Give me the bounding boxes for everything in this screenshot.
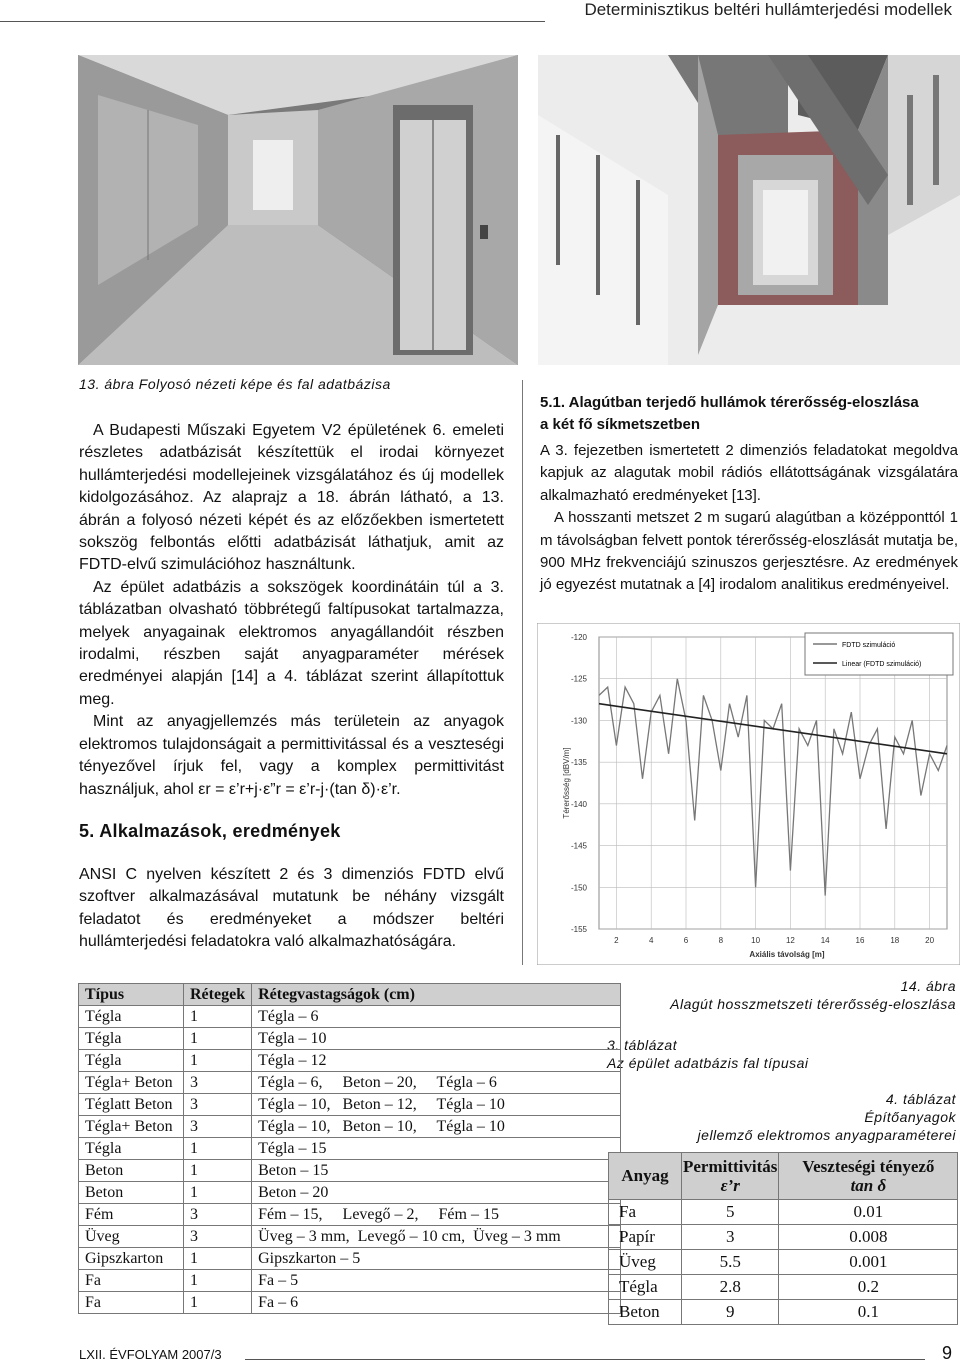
table-row <box>79 1072 621 1094</box>
table-row <box>609 1300 958 1325</box>
table-cell: 1 <box>184 1270 252 1292</box>
table-row <box>79 1116 621 1138</box>
paragraph: Mint az anyagjellemzés más területein az anyagok elektromos tulajdonságait a permittivitással és a veszteségi tényezővel írjuk fel, vagy a komplex permittivitást használjuk, ahol εr = ε’r+j·ε”r = ε’r-j·(tan δ)·ε’r. <box>79 713 504 798</box>
figure14-number: 14. ábra <box>900 978 956 994</box>
xtick-label: 8 <box>718 936 724 945</box>
footer-journal: LXII. ÉVFOLYAM 2007/3 <box>79 1347 222 1362</box>
table-cell: 1 <box>184 1160 252 1182</box>
table-cell: Tégla – 10, Beton – 12, Tégla – 10 <box>252 1094 621 1116</box>
column-header: Rétegvastagságok (cm) <box>252 984 621 1006</box>
table-cell: Gipszkarton <box>79 1248 184 1270</box>
field-strength-chart <box>537 623 960 965</box>
table-cell: Tégla <box>79 1006 184 1028</box>
right-column-text <box>540 440 958 597</box>
figure13-caption: 13. ábra Folyosó nézeti képe és fal adatbázisa <box>79 376 391 392</box>
chart-xlabel: Axiális távolság [m] <box>749 950 825 959</box>
table-cell: Tégla – 10, Beton – 10, Tégla – 10 <box>252 1116 621 1138</box>
table-row <box>609 1200 958 1225</box>
table-cell: Fa <box>609 1200 682 1225</box>
footer-rule <box>245 1359 925 1360</box>
ytick-label: -125 <box>570 674 587 684</box>
paragraph: A 3. fejezetben ismertetett 2 dimenziós feladatokat megoldva kapjuk az alagutak mobil rádiós ellátottságának vizsgálatára alkalmazható eredményeket [13]. <box>540 442 958 504</box>
table3-label: 3. táblázat <box>607 1037 678 1053</box>
table-header-row <box>79 984 621 1006</box>
table-cell: Fém – 15, Levegő – 2, Fém – 15 <box>252 1204 621 1226</box>
table4-label: 4. táblázat <box>885 1091 956 1107</box>
table-cell: Üveg <box>79 1226 184 1248</box>
table3-caption <box>607 1036 809 1072</box>
table-cell: Beton – 15 <box>252 1160 621 1182</box>
chart-legend <box>805 633 953 675</box>
column-header-symbol: ε’r <box>720 1176 740 1195</box>
table-cell: Tégla+ Beton <box>79 1072 184 1094</box>
wall-database-render <box>538 55 960 365</box>
table-row <box>79 1292 621 1314</box>
column-header: Típus <box>79 984 184 1006</box>
xtick-label: 20 <box>925 936 935 945</box>
table-cell: Tégla – 12 <box>252 1050 621 1072</box>
table-row <box>79 1138 621 1160</box>
table-cell: 3 <box>184 1204 252 1226</box>
table-cell: Tégla – 10 <box>252 1028 621 1050</box>
chart-svg <box>537 623 960 965</box>
header-rule <box>0 21 545 22</box>
table-cell: 1 <box>184 1050 252 1072</box>
paragraph: ANSI C nyelven készített 2 és 3 dimenziós FDTD elvű szoftver alkalmazásával mutatunk be néhány vizsgált feladatot és eredményeket a módszer beltéri hullámterjedési feladatokra való alkalmazhatóságára. <box>79 866 504 951</box>
subsection-title-line2: a két fő síkmetszetben <box>540 416 701 433</box>
table-row <box>79 1226 621 1248</box>
legend-label-fdtd: FDTD szimuláció <box>842 642 896 649</box>
column-header-line: Veszteségi tényező <box>802 1157 935 1176</box>
subsection-title-line1: 5.1. Alagútban terjedő hullámok térerősség-eloszlása <box>540 394 919 411</box>
table-cell: Téglatt Beton <box>79 1094 184 1116</box>
table-cell: Fa <box>79 1270 184 1292</box>
table-row <box>79 1094 621 1116</box>
table-cell: Papír <box>609 1225 682 1250</box>
table-cell: 1 <box>184 1248 252 1270</box>
chart-ylabel: Térerősség [dBV/m] <box>562 747 571 819</box>
table-row <box>79 1248 621 1270</box>
table-cell: Üveg – 3 mm, Levegő – 10 cm, Üveg – 3 mm <box>252 1226 621 1248</box>
column-header <box>682 1153 779 1200</box>
table-row <box>79 1050 621 1072</box>
table-cell: 5 <box>682 1200 779 1225</box>
section5-text <box>79 864 504 954</box>
table-cell: 1 <box>184 1138 252 1160</box>
table-cell: 0.1 <box>779 1300 958 1325</box>
table-row <box>609 1275 958 1300</box>
ytick-label: -155 <box>570 925 587 934</box>
left-column-text <box>79 420 504 801</box>
table3-container <box>78 983 621 1314</box>
table-cell: Beton <box>79 1182 184 1204</box>
table-cell: 1 <box>184 1292 252 1314</box>
table-cell: Beton – 20 <box>252 1182 621 1204</box>
table-cell: 3 <box>184 1116 252 1138</box>
table-cell: Tégla <box>609 1275 682 1300</box>
wall-types-table <box>78 983 621 1314</box>
table-cell: 3 <box>184 1226 252 1248</box>
table-cell: Fa – 6 <box>252 1292 621 1314</box>
table-row <box>79 1204 621 1226</box>
column-header-symbol: tan δ <box>850 1176 887 1195</box>
table4-caption <box>698 1090 956 1144</box>
table4-container <box>608 1152 958 1325</box>
table-row <box>609 1250 958 1275</box>
table-cell: Tégla – 15 <box>252 1138 621 1160</box>
ytick-label: -135 <box>570 758 587 768</box>
table-cell: 0.01 <box>779 1200 958 1225</box>
table3-text: Az épület adatbázis fal típusai <box>607 1055 809 1071</box>
table-cell: 1 <box>184 1028 252 1050</box>
table-cell: Tégla <box>79 1028 184 1050</box>
xtick-label: 18 <box>890 936 900 945</box>
table-cell: 2.8 <box>682 1275 779 1300</box>
table-cell: Üveg <box>609 1250 682 1275</box>
table-cell: Gipszkarton – 5 <box>252 1248 621 1270</box>
table-cell: Beton <box>609 1300 682 1325</box>
figure14-caption <box>670 977 956 1013</box>
table-header-row <box>609 1153 958 1200</box>
table4-caption-line1: Építőanyagok <box>864 1109 956 1125</box>
subsection-heading <box>540 392 960 436</box>
table-cell: Beton <box>79 1160 184 1182</box>
page-number: 9 <box>941 1343 952 1363</box>
table-cell: Fa <box>79 1292 184 1314</box>
xtick-label: 14 <box>820 936 830 945</box>
paragraph: A Budapesti Műszaki Egyetem V2 épületének 6. emeleti részletes adatbázisát készítettük el irodai környezet hullámterjedési modellejeinek vizsgálatához és új modellek kidolgozásához. Az alaprajz a 18. ábrán látható, a 13. ábrán a folyosó nézeti képét és az előzőekben ismertetett sokszög felbontás előtti adatbázisát láthatjuk, amit az FDTD-elvű szimulációhoz használtunk. <box>79 422 504 574</box>
ytick-label: -145 <box>570 841 587 851</box>
table-cell: 3 <box>184 1072 252 1094</box>
material-parameters-table <box>608 1152 958 1325</box>
table-cell: Fém <box>79 1204 184 1226</box>
table-cell: Tégla – 6 <box>252 1006 621 1028</box>
xtick-label: 10 <box>751 936 761 945</box>
table-cell: 0.008 <box>779 1225 958 1250</box>
column-header: Anyag <box>609 1153 682 1200</box>
ytick-label: -120 <box>570 633 587 642</box>
wall-database-illustration <box>538 55 960 365</box>
table-cell: 9 <box>682 1300 779 1325</box>
table-cell: 0.001 <box>779 1250 958 1275</box>
table-row <box>79 1270 621 1292</box>
table-cell: Tégla – 6, Beton – 20, Tégla – 6 <box>252 1072 621 1094</box>
xtick-label: 6 <box>683 936 689 945</box>
paragraph: Az épület adatbázis a sokszögek koordinátáin túl a 3. táblázatban olvasható többrétegű faltípusokat tartalmazza, melyek anyagainak elektromos anyagállandóit részben irodalmi, részben saját anyagparaméter mérések eredményei alapján [14] a 4. táblázat szerint állapítottuk meg. <box>79 578 504 708</box>
table-cell: 5.5 <box>682 1250 779 1275</box>
table-cell: 3 <box>682 1225 779 1250</box>
section-heading: 5. Alkalmazások, eredmények <box>79 821 341 841</box>
running-header: Determinisztikus beltéri hullámterjedési modellek <box>584 0 952 19</box>
table-cell: 1 <box>184 1006 252 1028</box>
ytick-label: -140 <box>570 799 587 809</box>
ytick-label: -130 <box>570 716 587 726</box>
legend-label-linear: Linear (FDTD szimuláció) <box>842 661 922 668</box>
table-row <box>79 1028 621 1050</box>
table-row <box>609 1225 958 1250</box>
table-cell: Tégla <box>79 1050 184 1072</box>
column-header: Rétegek <box>184 984 252 1006</box>
column-header-line: Permittivitás <box>683 1157 778 1176</box>
table-row <box>79 1006 621 1028</box>
table-row <box>79 1182 621 1204</box>
ytick-label: -150 <box>570 883 587 893</box>
table-row <box>79 1160 621 1182</box>
corridor-photo-illustration <box>78 55 518 365</box>
table-cell: Tégla+ Beton <box>79 1116 184 1138</box>
corridor-photo <box>78 55 518 365</box>
xtick-label: 12 <box>785 936 795 945</box>
xtick-label: 2 <box>614 936 619 945</box>
table-cell: Fa – 5 <box>252 1270 621 1292</box>
table-cell: 1 <box>184 1182 252 1204</box>
table-cell: Tégla <box>79 1138 184 1160</box>
paragraph: A hosszanti metszet 2 m sugarú alagútban a középponttól 1 m távolságban felvett pontok térerősség-eloszlását mutatja be, 900 MHz frekvenciájú szinuszos gerjesztésre. Az eredmények jó egyezést mutatnak a [4] irodalom analitikus eredményeivel. <box>540 509 958 594</box>
table-cell: 0.2 <box>779 1275 958 1300</box>
column-header <box>779 1153 958 1200</box>
xtick-label: 16 <box>855 936 865 945</box>
column-divider <box>522 380 523 965</box>
figure14-text: Alagút hosszmetszeti térerősség-eloszlása <box>670 996 956 1012</box>
table4-caption-line2: jellemző elektromos anyagparaméterei <box>697 1127 956 1143</box>
xtick-label: 4 <box>648 936 654 945</box>
table-cell: 3 <box>184 1094 252 1116</box>
